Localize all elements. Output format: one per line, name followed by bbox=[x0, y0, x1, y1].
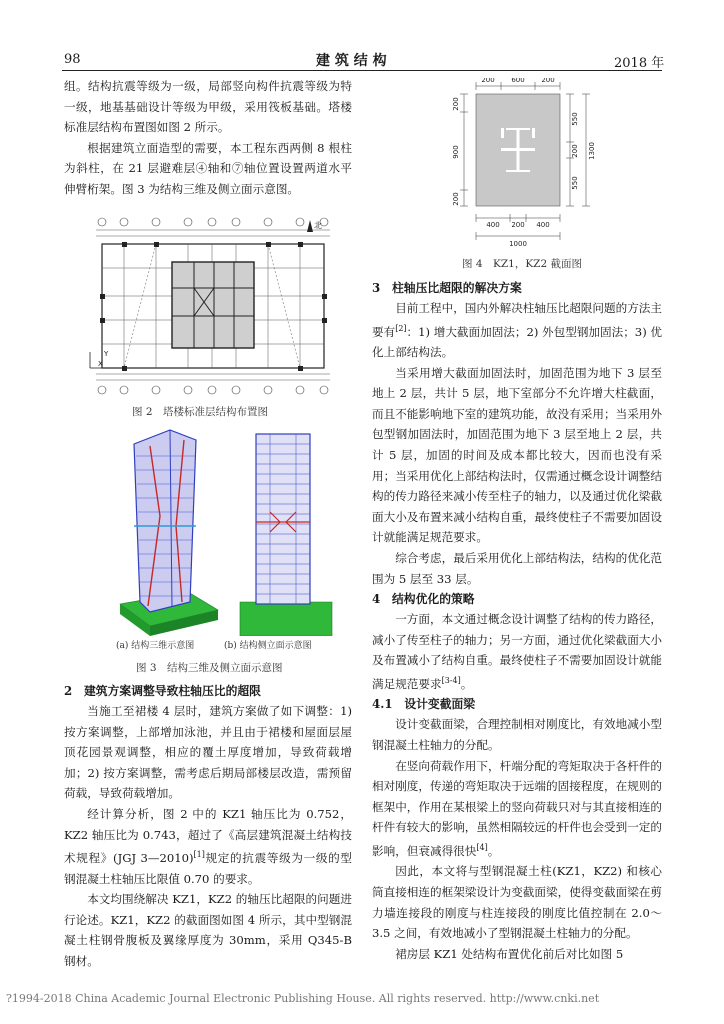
left-paragraph-4-text: 经计算分析，图 2 中的 KZ1 轴压比为 0.752，KZ2 轴压比为 0.743，超过了《高层建筑混凝土结构技术规程》(JGJ 3—2010) bbox=[64, 806, 352, 866]
section-2-title: 2 建筑方案调整导致柱轴压比的超限 bbox=[64, 684, 261, 698]
right-paragraph-6-tail: 。 bbox=[487, 843, 500, 858]
right-paragraph-2: 当采用增大截面加固法时，加固范围为地下 3 层至地上 2 层，共计 5 层，地下室部分不允许增大柱截面，而且不能影响地下室的建筑功能，故没有采用；当采用外包型钢加固法时，加固范围为地下 3 层至地上 2 层，共计 5 层，加固的时间及成本都比较大，因而也没有采用；当采用优化上部结构法时，仅需通过概念设计调整结构的传力路径来减小传至柱子的轴力，以及通过优化梁截面大小及布置来减小结构自重，最终使柱子不需要加固设计就能满足规范要求。 bbox=[372, 365, 662, 545]
dim-bottom-2: 200 bbox=[511, 221, 525, 229]
citation-1[interactable]: [1] bbox=[193, 850, 205, 860]
figure-2-caption: 图 2 塔楼标准层结构布置图 bbox=[132, 406, 269, 418]
right-paragraph-4 bbox=[372, 609, 662, 694]
dim-bottom-3: 400 bbox=[536, 221, 550, 229]
tower-elevation-drawing bbox=[236, 426, 336, 636]
left-paragraph-4 bbox=[64, 804, 352, 889]
dim-top-1: 200 bbox=[481, 78, 495, 84]
north-label: 北 bbox=[314, 221, 322, 230]
right-paragraph-1-text: 目前工程中，国内外解决柱轴压比超限问题的方法主要有 bbox=[372, 301, 662, 339]
right-paragraph-6 bbox=[372, 756, 662, 862]
dim-left-1: 200 bbox=[452, 97, 460, 111]
right-paragraph-1 bbox=[372, 298, 662, 363]
right-paragraph-8: 裙房层 KZ1 处结构布置优化前后对比如图 5 bbox=[395, 946, 624, 961]
dim-bottom-1: 400 bbox=[486, 221, 500, 229]
citation-3-4[interactable]: [3-4] bbox=[441, 675, 461, 685]
header-rule bbox=[62, 70, 662, 71]
right-paragraph-1-tail: ：1) 增大截面加固法；2) 外包型钢加固法；3) 优化上部结构法。 bbox=[372, 324, 662, 360]
left-paragraph-1: 组。结构抗震等级为一级，局部竖向构件抗震等级为特一级，地基基础设计等级为甲级，采用筏板基础。塔楼标准层结构布置图如图 2 所示。 bbox=[64, 79, 352, 135]
page-number: 98 bbox=[64, 52, 81, 67]
left-paragraph-4-tail: 规定的抗震等级为一级的型钢混凝土柱轴压比限值 0.70 的要求。 bbox=[64, 851, 352, 886]
copyright-footer: ?1994-2018 China Academic Journal Electronic Publishing House. All rights reserved. http://www.cnki.net bbox=[6, 992, 600, 1005]
right-paragraph-7: 因此，本文将与型钢混凝土柱(KZ1，KZ2) 和核心筒直接相连的框架梁设计为变截面梁，使得变截面梁在剪力墙连接段的刚度与柱连接段的刚度比值控制在 2.0～3.5 之间，有效地减小了型钢混凝土柱轴力的分配。 bbox=[372, 864, 662, 941]
dim-top-2: 600 bbox=[511, 78, 525, 84]
figure-3-caption: 图 3 结构三维及侧立面示意图 bbox=[136, 662, 283, 674]
right-paragraph-5: 设计变截面梁，合理控制相对刚度比，有效地减小型钢混凝土柱轴力的分配。 bbox=[372, 717, 662, 752]
right-paragraph-4-tail: 。 bbox=[460, 676, 473, 691]
figure-4-caption: 图 4 KZ1，KZ2 截面图 bbox=[462, 258, 582, 270]
dim-total-height: 1300 bbox=[588, 142, 596, 160]
figure-3b bbox=[236, 426, 336, 636]
figure-3a-caption: (a) 结构三维示意图 bbox=[116, 641, 195, 651]
floor-plan-drawing bbox=[84, 216, 342, 396]
figure-2 bbox=[84, 216, 342, 396]
right-paragraph-6-text: 在竖向荷载作用下，杆端分配的弯矩取决于各杆件的相对刚度，传递的弯矩取决于远端的固接程度，在规则的框架中，作用在某根梁上的竖向荷载只对与其直接相连的杆件有较大的影响，虽然相隔较远的杆件也会受到一定的影响，但衰减得很快 bbox=[372, 758, 662, 858]
right-paragraph-3: 综合考虑，最后采用优化上部结构法，结构的优化范围为 5 层至 33 层。 bbox=[372, 550, 662, 586]
right-column bbox=[372, 278, 662, 964]
x-axis-label: X bbox=[98, 360, 103, 368]
dim-right-3: 550 bbox=[571, 176, 579, 190]
dim-left-2: 900 bbox=[452, 145, 460, 159]
dim-left-3: 200 bbox=[452, 192, 460, 206]
citation-2[interactable]: [2] bbox=[395, 323, 407, 333]
y-axis-label: Y bbox=[104, 350, 109, 358]
section-4-1-title: 4.1 设计变截面梁 bbox=[372, 697, 476, 712]
dim-right-1: 550 bbox=[571, 112, 579, 126]
journal-name: 建 筑 结 构 bbox=[316, 53, 387, 69]
dim-total-width: 1000 bbox=[509, 240, 527, 248]
dim-top-3: 200 bbox=[541, 78, 555, 84]
left-paragraph-3: 当施工至裙楼 4 层时，建筑方案做了如下调整：1) 按方案调整，上部增加泳池，并且由于裙楼和屋面层屋顶花园景观调整，相应的覆土厚度增加，导致荷载增加；2) 按方案调整，需考虑后期局部楼层改造，需预留荷载，导致荷载增加。 bbox=[64, 704, 352, 801]
figure-3b-caption: (b) 结构侧立面示意图 bbox=[224, 641, 312, 651]
citation-4[interactable]: [4] bbox=[476, 842, 488, 852]
figure-3a bbox=[110, 426, 220, 636]
section-3-title: 3 柱轴压比超限的解决方案 bbox=[372, 281, 522, 295]
year: 2018 年 bbox=[614, 56, 665, 71]
right-paragraph-4-text: 一方面，本文通过概念设计调整了结构的传力路径，减小了传至柱子的轴力；另一方面，通过优化梁截面大小及布置减小了结构自重。最终使柱子不需要加固设计就能满足规范要求 bbox=[372, 612, 662, 691]
column-section-drawing bbox=[446, 78, 596, 250]
section-4-title: 4 结构优化的策略 bbox=[372, 592, 475, 607]
left-paragraph-2: 根据建筑立面造型的需要，本工程东西两侧 8 根柱为斜柱，在 21 层避难层④轴和⑦轴位置设置两道水平伸臂桁架。图 3 为结构三维及侧立面示意图。 bbox=[64, 140, 352, 196]
dim-right-2: 200 bbox=[571, 144, 579, 158]
tower-3d-drawing bbox=[110, 426, 220, 636]
figure-4 bbox=[446, 78, 596, 250]
left-column-lower bbox=[64, 681, 352, 972]
left-column bbox=[64, 76, 352, 200]
left-paragraph-5: 本文均围绕解决 KZ1，KZ2 的轴压比超限的问题进行论述。KZ1，KZ2 的截面图如图 4 所示，其中型钢混凝土柱钢骨腹板及翼缘厚度为 30mm，采用 Q345-B 钢材。 bbox=[64, 892, 352, 968]
